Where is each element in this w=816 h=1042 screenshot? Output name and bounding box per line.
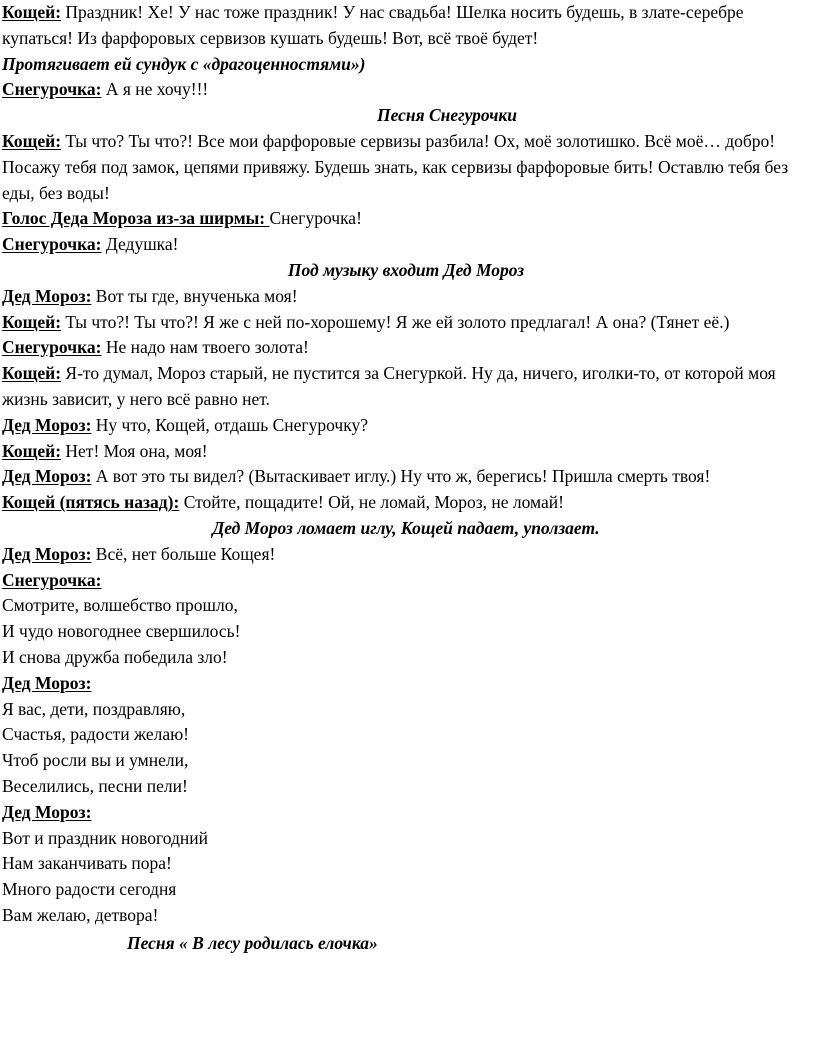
dialogue-text: Праздник! Хе! У нас тоже праздник! У нас свадьба! Шелка носить будешь, в злате-серебре купаться! Из фарфоровых сервизов кушать будешь! Вот, всё твоё будет! [2, 2, 744, 48]
speaker-label: Кощей: [2, 2, 62, 22]
dialogue-text: Ты что?! Ты что?! Я же с ней по-хорошему! Я же ей золото предлагал! А она? (Тянет её.) [61, 311, 730, 332]
dialogue-text: Всё, нет больше Кощея! [91, 543, 276, 564]
verse-line: Вам желаю, детвора! [2, 904, 159, 925]
dialogue-line [2, 800, 810, 826]
verse-line: Нам заканчивать пора! [2, 853, 172, 874]
dialogue-text: Стойте, пощадите! Ой, не ломай, Мороз, не ломай! [179, 492, 564, 513]
verse-line: Счастья, радости желаю! [2, 724, 189, 745]
speaker-label: Снегурочка: [2, 569, 102, 590]
speaker-label: Кощей: [2, 130, 62, 151]
dialogue-line [2, 206, 810, 232]
dialogue-line [2, 490, 810, 516]
speaker-label: Снегурочка: [2, 79, 102, 100]
dialogue-line [2, 671, 810, 697]
dialogue-line [2, 284, 810, 310]
speaker-label: Дед Мороз: [2, 801, 92, 822]
dialogue-line [2, 129, 810, 206]
dialogue-text: Дедушка! [101, 234, 179, 255]
speaker-label: Кощей: [2, 440, 62, 461]
verse-line: Веселились, песни пели! [2, 775, 188, 796]
dialogue-text: Нет! Моя она, моя! [61, 440, 208, 461]
dialogue-text: Ты что? Ты что?! Все мои фарфоровые сервизы разбила! Ох, моё золотишко. Всё моё… добро! Посажу тебя под замок, цепями привяжу. Будешь знать, как сервизы фарфоровые бить! Оставлю тебя без еды, без воды! [2, 130, 789, 203]
dialogue-text: Ну что, Кощей, отдашь Снегурочку? [91, 414, 368, 435]
verse-line: Чтоб росли вы и умнели, [2, 750, 189, 771]
verse-line: Смотрите, волшебство прошло, [2, 595, 238, 616]
dialogue-line [2, 335, 810, 361]
dialogue-line [2, 413, 810, 439]
dialogue-line [2, 464, 810, 490]
dialogue-text: Вот ты где, внученька моя! [91, 285, 298, 306]
dialogue-line [2, 439, 810, 465]
speaker-label: Дед Мороз: [2, 672, 92, 693]
verse-line: И снова дружба победила зло! [2, 646, 228, 667]
dialogue-line [2, 77, 810, 103]
dialogue-line [2, 232, 810, 258]
speaker-label: Снегурочка: [2, 337, 102, 358]
speaker-label: Дед Мороз: [2, 285, 92, 306]
dialogue-text: Снегурочка! [269, 208, 362, 229]
dialogue-text: Я-то думал, Мороз старый, не пустится за Снегуркой. Ну да, ничего, иголки-то, от которой моя жизнь зависит, у него всё равно нет. [2, 363, 776, 409]
speaker-label: Кощей: [2, 311, 62, 332]
dialogue-line [2, 310, 810, 336]
dialogue-line [2, 542, 810, 568]
dialogue-text: А я не хочу!!! [101, 79, 209, 100]
speaker-label: Дед Мороз: [2, 466, 92, 487]
verse-line: Много радости сегодня [2, 879, 177, 900]
song-heading: Песня Снегурочки [376, 105, 517, 126]
song-heading: Песня « В лесу родилась елочка» [127, 932, 378, 953]
dialogue-text: А вот это ты видел? (Вытаскивает иглу.) Ну что ж, берегись! Пришла смерть твоя! [91, 466, 711, 487]
stage-direction: Под музыку входит Дед Мороз [287, 259, 525, 280]
verse-line: И чудо новогоднее свершилось! [2, 621, 241, 642]
dialogue-text: Не надо нам твоего золота! [101, 337, 309, 358]
speaker-label: Кощей: [2, 363, 62, 384]
speaker-label: Кощей (пятясь назад): [2, 492, 180, 513]
stage-direction: Дед Мороз ломает иглу, Кощей падает, уползает. [212, 517, 600, 538]
dialogue-line [2, 568, 810, 594]
stage-direction: Протягивает ей сундук с «драгоценностями») [2, 53, 366, 74]
speaker-label: Дед Мороз: [2, 414, 92, 435]
speaker-label: Дед Мороз: [2, 543, 92, 564]
verse-line: Вот и праздник новогодний [2, 827, 208, 848]
verse-line: Я вас, дети, поздравляю, [2, 698, 186, 719]
speaker-label: Снегурочка: [2, 234, 102, 255]
dialogue-line [2, 361, 810, 413]
dialogue-line [2, 0, 810, 52]
speaker-label: Голос Деда Мороза из-за ширмы: [2, 208, 270, 229]
